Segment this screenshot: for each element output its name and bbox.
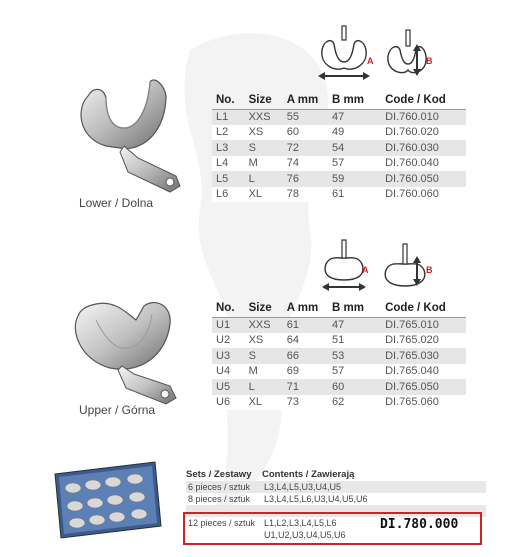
cell-no: U3 (212, 348, 249, 364)
cell-b: 53 (326, 348, 369, 364)
table-row (212, 109, 466, 125)
cell-no: U5 (212, 379, 249, 395)
cell-code: DI.760.060 (369, 187, 466, 203)
cell-b: 61 (326, 187, 369, 203)
table-row (212, 348, 466, 364)
lower-dim-b-label: B (426, 56, 433, 66)
header-no: No. (216, 302, 235, 315)
table-header-row (212, 92, 466, 109)
table-row (212, 364, 466, 380)
table-row (212, 379, 466, 395)
cell-code: DI.765.020 (369, 333, 466, 349)
cell-set: 6 pieces / sztuk (186, 481, 262, 493)
cell-a: 55 (279, 109, 326, 125)
upper-caption: Upper / Górna (79, 403, 156, 417)
cell-a: 72 (279, 140, 326, 156)
table-row (212, 171, 466, 187)
sets-header-row (186, 467, 486, 481)
cell-no: U2 (212, 333, 249, 349)
cell-size: XXS (249, 109, 279, 125)
kit-box-image (51, 460, 163, 540)
table-row (186, 481, 486, 493)
cell-a: 74 (279, 156, 326, 172)
lower-caption: Lower / Dolna (79, 196, 154, 210)
cell-a: 71 (279, 379, 326, 395)
cell-no: L4 (212, 156, 249, 172)
cell-a: 69 (279, 364, 326, 380)
cell-contents: L3,L4,L5,U3,U4,U5 (262, 481, 486, 493)
lower-dimension-a-icon (316, 20, 372, 82)
cell-no: U6 (212, 395, 249, 411)
header-size: Size (248, 94, 272, 107)
cell-no: L1 (212, 109, 249, 125)
lower-tray-image (66, 68, 201, 198)
cell-size: L (249, 171, 279, 187)
header-code: Code / Kod (385, 302, 446, 315)
header-b: B mm (332, 302, 364, 315)
cell-code: DI.765.050 (369, 379, 466, 395)
cell-size: XXS (249, 317, 279, 333)
cell-a: 61 (279, 317, 326, 333)
cell-no: U4 (212, 364, 249, 380)
table-row (212, 395, 466, 411)
header-a: A mm (286, 302, 319, 315)
cell-b: 60 (326, 379, 369, 395)
upper-b-arrow-icon (412, 256, 422, 286)
cell-size: L (249, 379, 279, 395)
cell-size: S (249, 140, 279, 156)
table-row (186, 493, 486, 505)
cell-b: 51 (326, 333, 369, 349)
upper-spec-table (212, 300, 466, 410)
cell-size: M (249, 156, 279, 172)
cell-code: DI.765.010 (369, 317, 466, 333)
cell-no: L2 (212, 125, 249, 141)
table-row (212, 125, 466, 141)
cell-code: DI.760.030 (369, 140, 466, 156)
lower-dim-a-label: A (367, 56, 374, 66)
lower-b-arrow-icon (412, 44, 422, 76)
cell-no: L6 (212, 187, 249, 203)
table-row (212, 187, 466, 203)
cell-contents: L1,L2,L3,L4,L5,L6 (264, 518, 337, 528)
cell-code: DI.765.030 (369, 348, 466, 364)
cell-b: 49 (326, 125, 369, 141)
cell-code: DI.765.060 (369, 395, 466, 411)
cell-b: 59 (326, 171, 369, 187)
header-a: A mm (286, 94, 319, 107)
cell-b: 47 (326, 317, 369, 333)
upper-dim-b-label: B (426, 265, 433, 275)
cell-code: DI.765.040 (369, 364, 466, 380)
upper-tray-image (66, 290, 201, 410)
cell-size: XS (249, 125, 279, 141)
lower-spec-table (212, 92, 466, 202)
table-row (212, 156, 466, 172)
cell-set: 8 pieces / sztuk (188, 494, 251, 504)
cell-b: 57 (326, 156, 369, 172)
cell-a: 73 (279, 395, 326, 411)
cell-code: DI.760.010 (369, 109, 466, 125)
header-code: Code / Kod (385, 94, 446, 107)
upper-dim-a-label: A (362, 265, 369, 275)
header-contents: Contents / Zawierają (262, 468, 355, 480)
header-size: Size (248, 302, 272, 315)
cell-no: U1 (212, 317, 249, 333)
cell-b: 62 (326, 395, 369, 411)
cell-b: 47 (326, 109, 369, 125)
cell-size: M (249, 364, 279, 380)
cell-contents: L3,L4,L5,L6,U3,U4,U5,U6 (264, 494, 368, 504)
header-no: No. (216, 94, 235, 107)
header-sets: Sets / Zestawy (186, 468, 252, 480)
cell-size: XS (249, 333, 279, 349)
cell-b: 54 (326, 140, 369, 156)
cell-size: S (249, 348, 279, 364)
table-row (212, 333, 466, 349)
table-row (212, 140, 466, 156)
cell-no: L5 (212, 171, 249, 187)
table-row (212, 317, 466, 333)
cell-set: 12 pieces / sztuk (188, 518, 256, 528)
cell-a: 60 (279, 125, 326, 141)
cell-code: DI.760.040 (369, 156, 466, 172)
header-b: B mm (332, 94, 364, 107)
cell-code: DI.760.020 (369, 125, 466, 141)
upper-dimension-b-icon (380, 236, 430, 292)
cell-a: 78 (279, 187, 326, 203)
set-code: DI.780.000 (380, 517, 459, 532)
cell-code: DI.760.050 (369, 171, 466, 187)
cell-size: XL (249, 187, 279, 203)
cell-a: 64 (279, 333, 326, 349)
cell-b: 57 (326, 364, 369, 380)
cell-size: XL (249, 395, 279, 411)
lower-dimension-b-icon (382, 20, 432, 82)
upper-dimension-a-icon (318, 236, 370, 292)
cell-contents: U1,U2,U3,U4,U5,U6 (264, 530, 346, 540)
table-header-row (212, 300, 466, 317)
cell-a: 66 (279, 348, 326, 364)
cell-no: L3 (212, 140, 249, 156)
cell-a: 76 (279, 171, 326, 187)
